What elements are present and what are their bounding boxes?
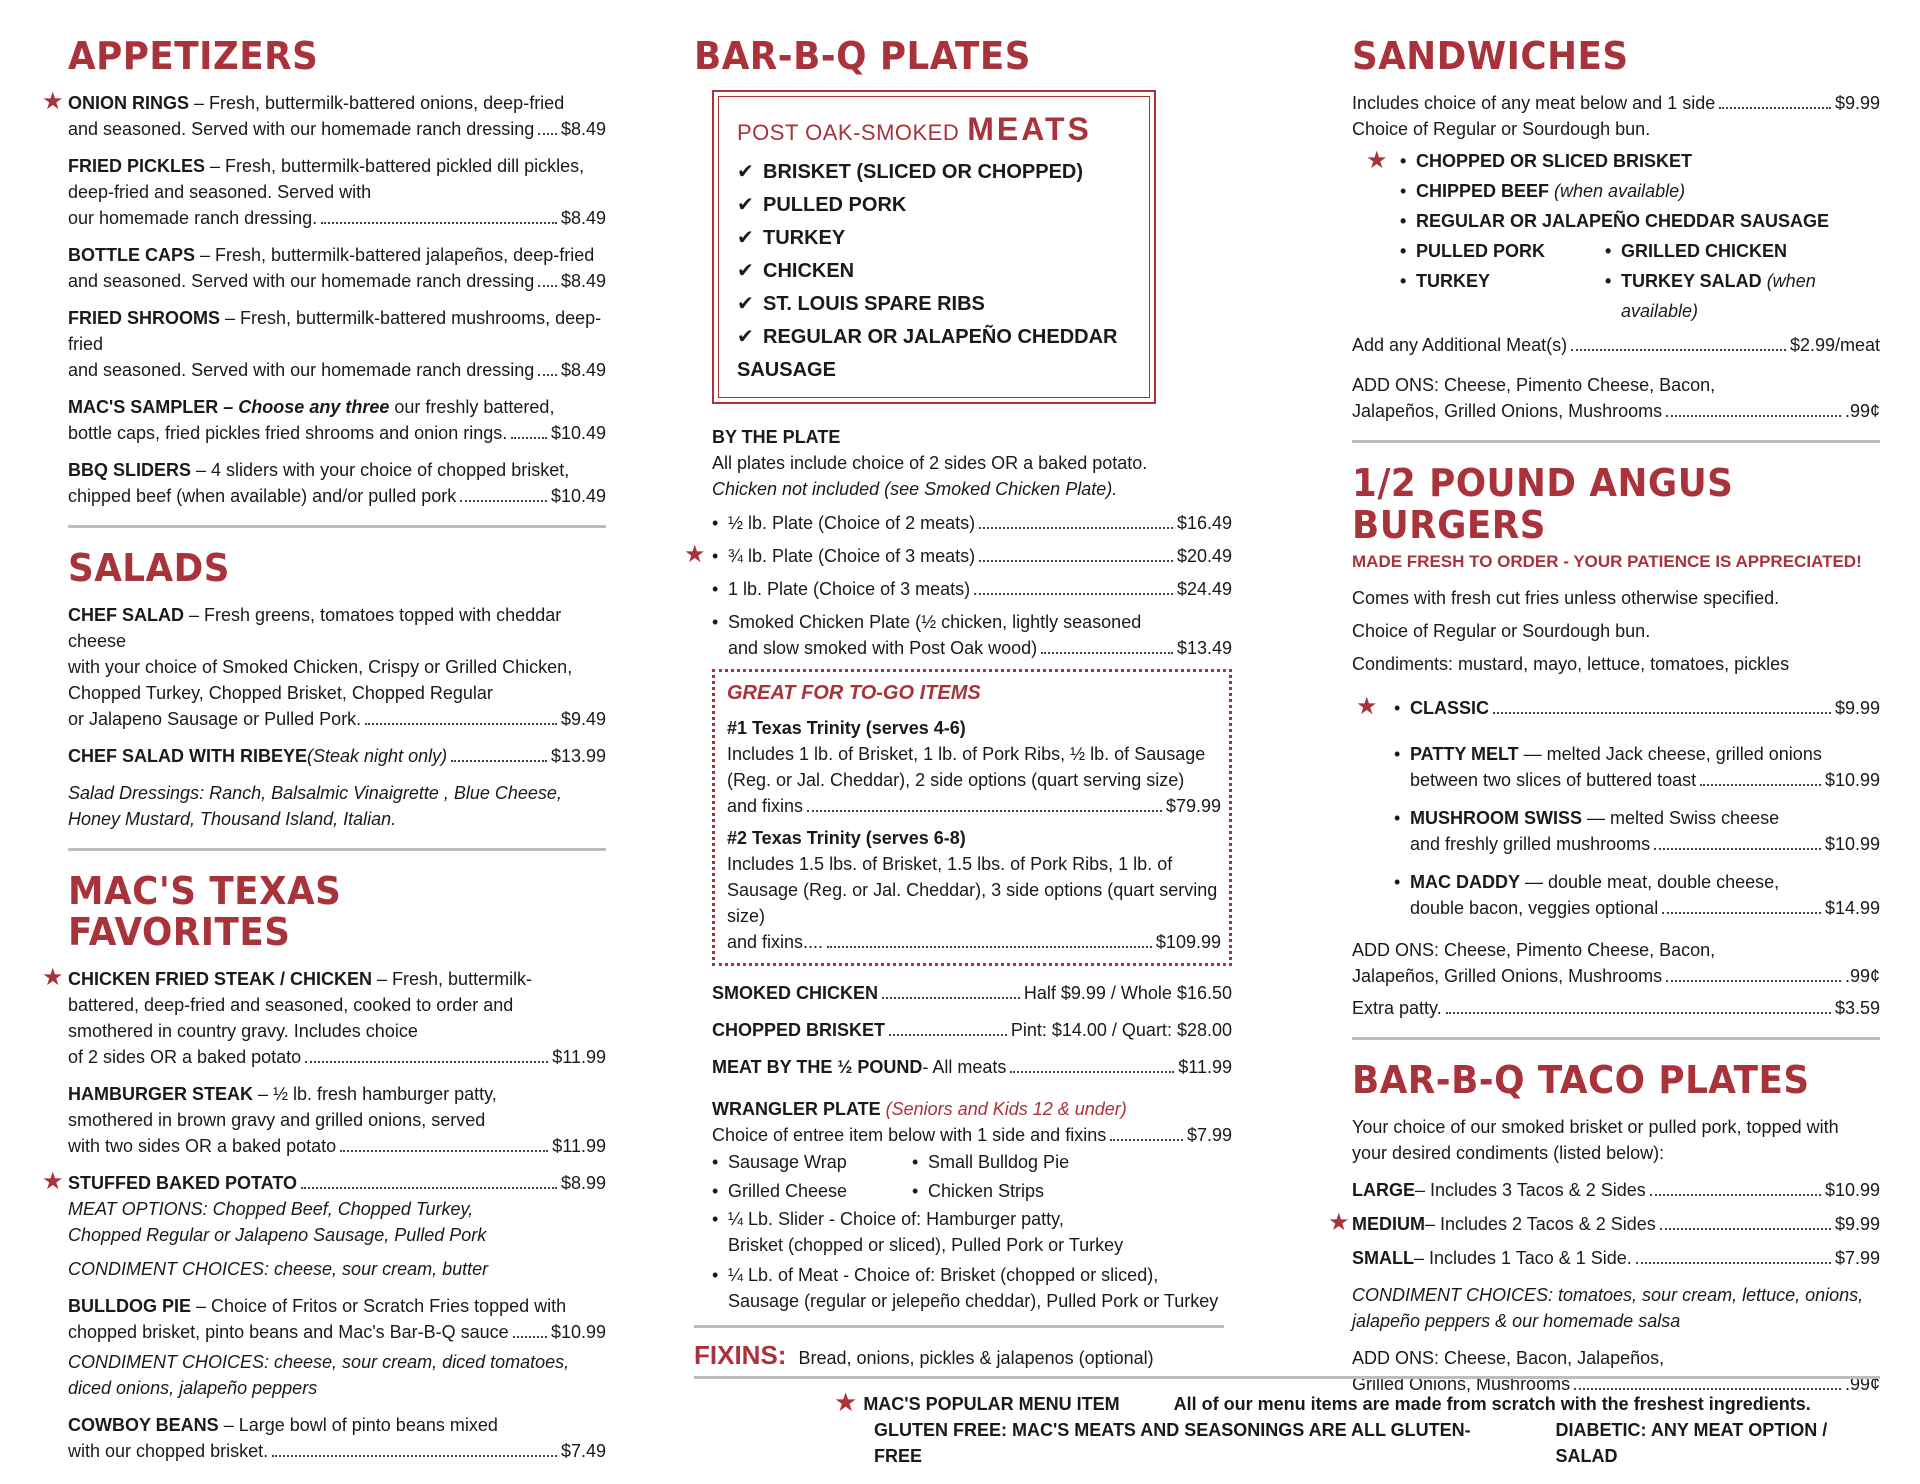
gluten-free-note: GLUTEN FREE: MAC'S MEATS AND SEASONINGS ARE ALL GLUTEN-FREE [874,1420,1471,1466]
plate-one-lb: • 1 lb. Plate (Choice of 3 meats) $24.49 [712,576,1232,602]
menu-item-hamburger-steak: HAMBURGER STEAK – ½ lb. fresh hamburger patty, smothered in brown gravy and grilled onions, served with two sides OR a baked potato $11.99 [68,1081,606,1159]
price: $9.99 [1834,1214,1880,1235]
meat-list-item: ✔ REGULAR OR JALAPEÑO CHEDDAR SAUSAGE [737,321,1133,387]
texas-trinity-1: #1 Texas Trinity (serves 4-6) Includes 1 lb. of Brisket, 1 lb. of Pork Ribs, ½ lb. of Sausage (Reg. or Jal. Cheddar), 2 side options (quart serving size) and fixins $79.99 [727,715,1221,819]
price: Half $9.99 / Whole $16.50 [1023,982,1232,1003]
menu-item-chef-salad: CHEF SALAD – Fresh greens, tomatoes topped with cheddar cheese with your choice of Smoked Chicken, Crispy or Grilled Chicken, Chopped Turkey, Chopped Brisket, Chopped Regular or Jalapeno Sausage or Pulled Pork. $9.49 [68,602,606,732]
sandwich-meat-grid: • PULLED PORK • GRILLED CHICKEN • TURKEY • TURKEY SALAD (when available) [1400,236,1880,326]
plate-three-quarter-lb: • ★ ¾ lb. Plate (Choice of 3 meats) $20.49 [712,543,1232,569]
price: $10.99 [550,1322,606,1343]
price: .99¢ [1844,1374,1880,1395]
taco-condiments: CONDIMENT CHOICES: tomatoes, sour cream, lettuce, onions, jalapeño peppers & our homemade salsa [1352,1285,1864,1332]
price: $9.99 [1834,92,1880,113]
star-icon: ★ [42,964,64,992]
meat-list-item: ✔ BRISKET (SLICED OR CHOPPED) [737,156,1133,189]
price: $20.49 [1176,545,1232,566]
star-icon: • ★ [1356,693,1378,721]
diabetic-note: DIABETIC: ANY MEAT OPTION / SALAD [1555,1420,1828,1466]
tacos-description: Your choice of our smoked brisket or pulled pork, topped with your desired condiments (listed below): [1352,1117,1839,1164]
checkmark-icon: ✔ [737,226,754,249]
meat-list-item: ✔ CHICKEN [737,255,1133,288]
taco-medium: ★ MEDIUM – Includes 2 Tacos & 2 Sides $9.99 [1328,1209,1880,1237]
middle-column: BAR-B-Q PLATES POST OAK-SMOKED MEATS ✔ BRISKET (SLICED OR CHOPPED) ✔ PULLED PORK ✔ TURKEY ✔ CHICKEN ✔ ST. LOUIS SPARE RIBS ✔ REGULAR OR JALAPEÑO CHEDDAR SAUSAGE BY THE PLATE All plates include choice of 2 sides OR a baked potato. Chicken not included (see Smoked Chicken Plate). • ½ lb. Plate (Choice of 2 meats) $16.49 • ★ ¾ lb. Plate (Choice of 3 meats) $20.49 • 1 lb. Plate (Choice of 3 meats) $24.49 • Smoked Chicken Plate (½ chicken, lightly seasoned and slow smoked with Post Oak wood) $13.49 GREAT FOR TO-GO ITEMS #1 Texas Trinity (serves 4-6) Includes 1 lb. of Brisket, 1 lb. of Pork Ribs, ½ lb. of Sausage (Reg. or Jal. Cheddar), 2 side options (quart serving size) and fixins $79.99 #2 Texas Trinity (serves 6-8) Includes 1.5 lbs. of Brisket, 1.5 lbs. of Pork Ribs, 1 lb. of Sausage (Reg. or Jal. Cheddar), 3 side options (quart serving size) and fixins.... $109.99 SMOKED CHICKEN Half $9.99 / Whole $16.50 CHOPPED BRISKET Pint: $14.00 / Quart: $28.00 MEAT BY THE ½ POUND - All meats $11.99 WRANGLER PLATE (Seniors and Kids 12 & under) Choice of entree item below with 1 side and fixins $7.99 • Sausage Wrap • Small Bulldog Pie • Grilled Cheese • Chicken Strips • ¼ Lb. Slider - Choice of: Hamburger patty, Brisket (chopped or sliced), Pulled Pork or Turkey • ¼ Lb. of Meat - Choice of: Brisket (chopped or sliced), Sausage (regular or jelepeño cheddar), Pulled Pork or Turkey FIXINS: Bread, onions, pickles & jalapenos (optional) [694,36,1232,1371]
price: Pint: $14.00 / Quart: $28.00 [1010,1019,1232,1040]
menu-item-chef-salad-ribeye: CHEF SALAD WITH RIBEYE (Steak night only) $13.99 [68,743,606,769]
meat-list-item: ✔ PULLED PORK [737,189,1133,222]
menu-item-onion-rings: ★ ONION RINGS – Fresh, buttermilk-battered onions, deep-fried and seasoned. Served with our homemade ranch dressing $8.49 [68,90,606,142]
meat-list-item: ✔ ST. LOUIS SPARE RIBS [737,288,1133,321]
section-divider [1352,1037,1880,1040]
texas-trinity-2: #2 Texas Trinity (serves 6-8) Includes 1.5 lbs. of Brisket, 1.5 lbs. of Pork Ribs, 1 lb. of Sausage (Reg. or Jal. Cheddar), 3 side options (quart serving size) and fixins.... $109.99 [727,825,1221,955]
menu-item-bottle-caps: BOTTLE CAPS – Fresh, buttermilk-battered jalapeños, deep-fried and seasoned. Served with our homemade ranch dressing $8.49 [68,242,606,294]
star-icon: • ★ [684,540,706,568]
meats-box-heading: POST OAK-SMOKED [737,119,960,145]
sandwich-meat-list: • ★ CHOPPED OR SLICED BRISKET • CHIPPED BEEF (when available) • REGULAR OR JALAPEÑO CHEDDAR SAUSAGE [1400,146,1880,236]
menu-item-chopped-brisket: CHOPPED BRISKET Pint: $14.00 / Quart: $28.00 [712,1017,1232,1043]
price: $7.49 [560,1441,606,1462]
price: $10.99 [1824,1180,1880,1201]
price: $79.99 [1165,795,1221,816]
meats-box-heading-bold: MEATS [967,110,1092,147]
price: $9.49 [560,708,606,729]
menu-item-stuffed-baked-potato: ★ STUFFED BAKED POTATO $8.99 MEAT OPTIONS: Chopped Beef, Chopped Turkey, Chopped Regular or Jalapeno Sausage, Pulled Pork CONDIMENT CHOICES: cheese, sour cream, butter [42,1168,606,1280]
menu-item-smoked-chicken: SMOKED CHICKEN Half $9.99 / Whole $16.50 [712,980,1232,1006]
menu-item-meat-half-pound: MEAT BY THE ½ POUND - All meats $11.99 [712,1054,1232,1080]
price: $8.99 [560,1173,606,1194]
fixins: FIXINS: Bread, onions, pickles & jalapenos (optional) [694,1339,1154,1370]
plate-smoked-chicken: • Smoked Chicken Plate (½ chicken, lightly seasoned and slow smoked with Post Oak wood) $13.49 [712,609,1232,661]
burger-mac-daddy: • MAC DADDY — double meat, double cheese, double bacon, veggies optional $14.99 [1394,869,1880,921]
price: $7.99 [1186,1124,1232,1145]
salad-dressings: Salad Dressings: Ranch, Balsalmic Vinaigrette , Blue Cheese, Honey Mustard, Thousand Island, Italian. [68,782,562,829]
price: $8.49 [560,359,606,380]
wrangler-options: • Sausage Wrap • Small Bulldog Pie • Grilled Cheese • Chicken Strips [712,1148,1232,1206]
price: $8.49 [560,118,606,139]
favorites-title: MAC'S TEXAS FAVORITES [68,868,342,955]
section-divider [694,1325,1224,1328]
scratch-note: All of our menu items are made from scratch with the freshest ingredients. [1173,1394,1811,1414]
checkmark-icon: ✔ [737,259,754,282]
star-icon: ★ [42,87,64,115]
appetizers-title: APPETIZERS [68,34,319,78]
menu-item-chicken-fried-steak: ★ CHICKEN FRIED STEAK / CHICKEN – Fresh, buttermilk- battered, deep-fried and seasoned, cooked to order and smothered in country gravy. Includes choice of 2 sides OR a baked potato $11.99 [68,966,606,1070]
price: .99¢ [1844,400,1880,421]
star-icon: ★ [834,1387,858,1417]
tacos-title: BAR-B-Q TACO PLATES [1352,1058,1810,1103]
popular-legend: MAC'S POPULAR MENU ITEM [863,1394,1120,1414]
sandwich-add-ons: ADD ONS: Cheese, Pimento Cheese, Bacon, Jalapeños, Grilled Onions, Mushrooms .99¢ [1352,372,1880,424]
sandwiches-title: SANDWICHES [1352,34,1629,78]
price: $109.99 [1155,931,1221,952]
checkmark-icon: ✔ [737,325,754,348]
burger-add-ons: ADD ONS: Cheese, Pimento Cheese, Bacon, Jalapeños, Grilled Onions, Mushrooms .99¢ [1352,937,1880,989]
price: $16.49 [1176,512,1232,533]
menu-item-bbq-sliders: BBQ SLIDERS – 4 sliders with your choice of chopped brisket, chipped beef (when available) and/or pulled pork $10.49 [68,457,606,509]
by-the-plate-heading: BY THE PLATE [712,426,841,447]
burger-patty-melt: • PATTY MELT — melted Jack cheese, grilled onions between two slices of buttered toast $10.99 [1394,741,1880,793]
menu-item-macs-sampler: MAC'S SAMPLER – Choose any three our freshly battered, bottle caps, fried pickles fried shrooms and onion rings. $10.49 [68,394,606,446]
meat-list-item: ✔ TURKEY [737,222,1133,255]
price: $11.99 [552,1136,606,1157]
checkmark-icon: ✔ [737,292,754,315]
price: $8.49 [560,207,606,228]
price: $11.99 [1178,1056,1232,1077]
section-divider [1352,440,1880,443]
burgers-subtitle: MADE FRESH TO ORDER - YOUR PATIENCE IS APPRECIATED! [1352,552,1862,572]
menu-item-wrangler-plate: WRANGLER PLATE (Seniors and Kids 12 & under) Choice of entree item below with 1 side and fixins $7.99 • Sausage Wrap • Small Bulldog Pie • Grilled Cheese • Chicken Strips • ¼ Lb. Slider - Choice of: Hamburger patty, Brisket (chopped or sliced), Pulled Pork or Turkey • ¼ Lb. of Meat - Choice of: Brisket (chopped or sliced), Sausage (regular or jelepeño cheddar), Pulled Pork or Turkey [712,1096,1232,1314]
right-column: SANDWICHES Includes choice of any meat below and 1 side $9.99 Choice of Regular or Sourdough bun. • ★ CHOPPED OR SLICED BRISKET • CHIPPED BEEF (when available) • REGULAR OR JALAPEÑO CHEDDAR SAUSAGE • PULLED PORK • GRILLED CHICKEN • TURKEY • TURKEY SALAD (when available) Add any Additional Meat(s) $2.99/meat ADD ONS: Cheese, Pimento Cheese, Bacon, Jalapeños, Grilled Onions, Mushrooms .99¢ 1/2 POUND ANGUS BURGERS MADE FRESH TO ORDER - YOUR PATIENCE IS APPRECIATED! Comes with fresh cut fries unless otherwise specified. Choice of Regular or Sourdough bun. Condiments: mustard, mayo, lettuce, tomatoes, pickles • ★ CLASSIC $9.99 • PATTY MELT — melted Jack cheese, grilled onions between two slices of buttered toast $10.99 • MUSHROOM SWISS — melted Swiss cheese and freshly grilled mushrooms $10.99 • MAC DADDY — double meat, double cheese, double bacon, veggies optional $14.99 ADD ONS: Cheese, Pimento Cheese, Bacon, Jalapeños, Grilled Onions, Mushrooms .99¢ Extra patty. $3.59 BAR-B-Q TACO PLATES Your choice of our smoked brisket or pulled pork, topped with your desired condiments (listed below): LARGE – Includes 3 Tacos & 2 Sides $10.99 ★ MEDIUM – Includes 2 Tacos & 2 Sides $9.99 SMALL – Includes 1 Taco & 1 Side. $7.99 CONDIMENT CHOICES: tomatoes, sour cream, lettuce, onions, jalapeño peppers & our homemade salsa ADD ONS: Cheese, Bacon, Jalapeños, Grilled Onions, Mushrooms .99¢ [1352,36,1880,1408]
price: $10.99 [1824,770,1880,791]
burger-mushroom-swiss: • MUSHROOM SWISS — melted Swiss cheese and freshly grilled mushrooms $10.99 [1394,805,1880,857]
left-column [42,34,606,1475]
price: $13.49 [1176,637,1232,658]
menu-footer [694,1376,1880,1469]
price: $10.99 [1824,834,1880,855]
menu-item-cowboy-beans: COWBOY BEANS – Large bowl of pinto beans mixed with our chopped brisket. $7.49 [68,1412,606,1464]
sandwich-additional-meat: Add any Additional Meat(s) $2.99/meat [1352,332,1880,358]
price: $9.99 [1834,698,1880,719]
price: $14.99 [1824,898,1880,919]
menu-item-bulldog-pie: BULLDOG PIE – Choice of Fritos or Scratch Fries topped with chopped brisket, pinto beans and Mac's Bar-B-Q sauce $10.99 CONDIMENT CHOICES: cheese, sour cream, diced tomatoes, diced onions, jalapeño peppers [68,1296,606,1399]
price: $3.59 [1834,998,1880,1019]
star-icon: ★ [42,1168,64,1196]
section-divider [68,848,606,851]
section-divider [68,525,606,528]
checkmark-icon: ✔ [737,160,754,183]
star-icon: ★ [1328,1209,1350,1237]
checkmark-icon: ✔ [737,193,754,216]
burgers-title: 1/2 POUND ANGUS BURGERS [1352,460,1734,547]
price: $13.99 [550,745,606,766]
price: $10.49 [550,485,606,506]
star-icon: • ★ [1366,146,1388,174]
plates-title: BAR-B-Q PLATES [694,34,1031,78]
price: $11.99 [552,1047,606,1068]
taco-small: SMALL – Includes 1 Taco & 1 Side. $7.99 [1352,1245,1880,1271]
togo-title: GREAT FOR TO-GO ITEMS [727,681,981,704]
burger-extra-patty: Extra patty. $3.59 [1352,995,1880,1021]
price: $2.99/meat [1789,334,1880,355]
wrangler-meat: • ¼ Lb. of Meat - Choice of: Brisket (chopped or sliced), Sausage (regular or jelepeño cheddar), Pulled Pork or Turkey [712,1262,1232,1314]
sandwich-info: Includes choice of any meat below and 1 side $9.99 Choice of Regular or Sourdough bun. [1352,90,1880,142]
smoked-meats-box [712,90,1156,404]
plate-half-lb: • ½ lb. Plate (Choice of 2 meats) $16.49 [712,510,1232,536]
price: $7.99 [1834,1248,1880,1269]
togo-box [712,669,1232,966]
price: .99¢ [1844,966,1880,987]
price: $8.49 [560,270,606,291]
burger-classic: • ★ CLASSIC $9.99 [1394,695,1880,721]
price: $24.49 [1176,578,1232,599]
taco-add-ons: ADD ONS: Cheese, Bacon, Jalapeños, Grilled Onions, Mushrooms .99¢ [1352,1345,1880,1397]
menu-item-fried-shrooms: FRIED SHROOMS – Fresh, buttermilk-battered mushrooms, deep-fried and seasoned. Served with our homemade ranch dressing $8.49 [68,305,606,383]
wrangler-slider: • ¼ Lb. Slider - Choice of: Hamburger patty, Brisket (chopped or sliced), Pulled Pork or Turkey [712,1206,1232,1258]
taco-large: LARGE – Includes 3 Tacos & 2 Sides $10.99 [1352,1177,1880,1203]
salads-title: SALADS [68,545,230,590]
menu-item-fried-pickles: FRIED PICKLES – Fresh, buttermilk-battered pickled dill pickles, deep-fried and seasoned. Served with our homemade ranch dressing. $8.49 [68,153,606,231]
price: $10.49 [550,422,606,443]
